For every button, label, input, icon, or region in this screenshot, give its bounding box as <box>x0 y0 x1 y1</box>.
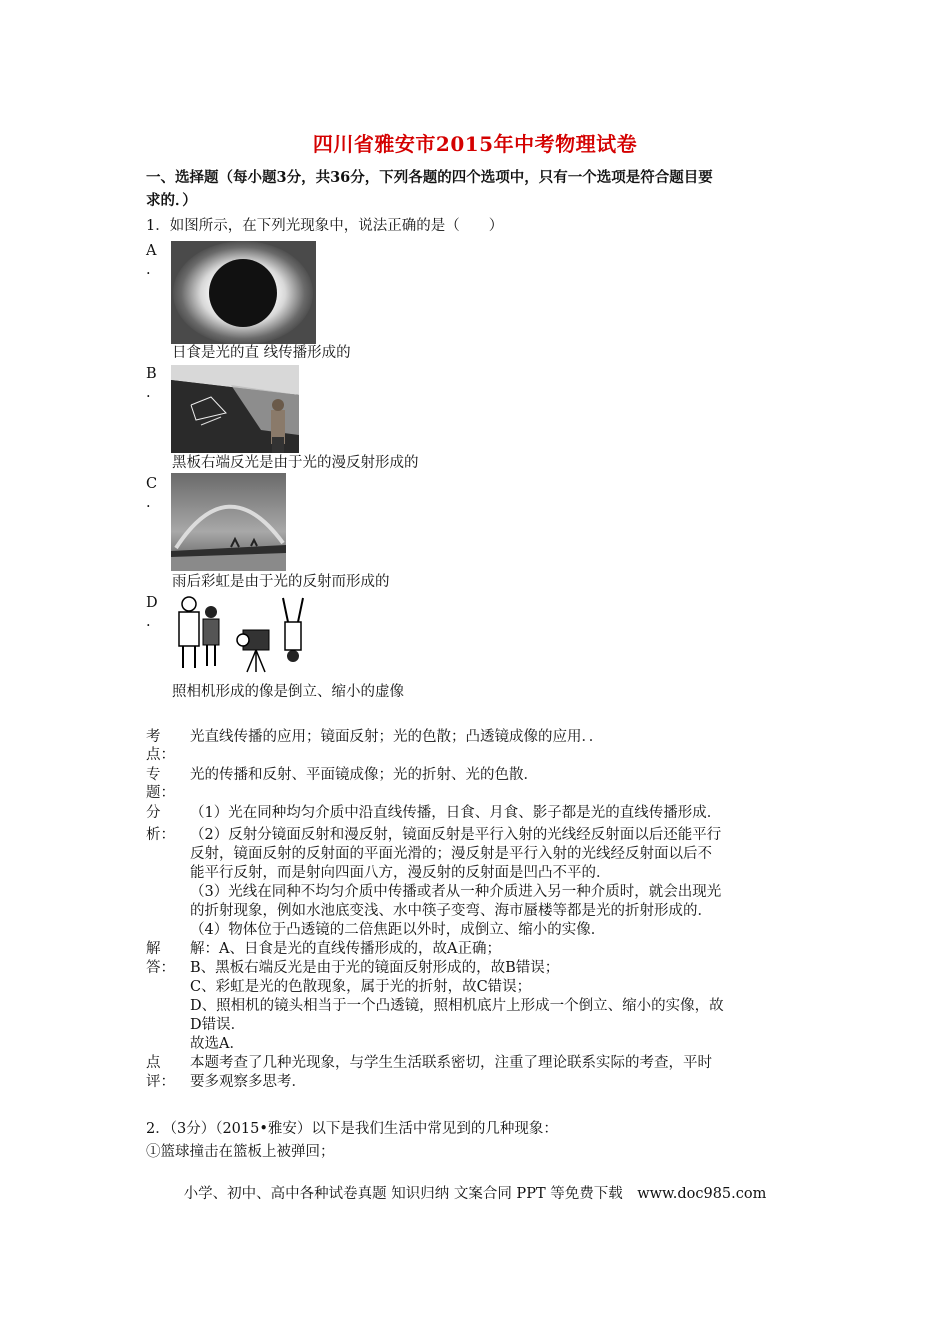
question-1-stem: 1．如图所示，在下列光现象中，说法正确的是（ ） <box>146 218 504 234</box>
jieda-line: 故选A． <box>190 1036 244 1052</box>
zhuanti-label-1: 专 <box>146 767 161 783</box>
fenxi-line: 反射，镜面反射的反射面的平面光滑的；漫反射是平行入射的光线经反射面以后不 <box>190 846 712 862</box>
option-c-caption: 雨后彩虹是由于光的反射而形成的 <box>172 574 390 590</box>
jieda-line: D、照相机的镜头相当于一个凸透镜，照相机底片上形成一个倒立、缩小的实像，故 <box>190 998 724 1014</box>
fenxi-line: 的折射现象，例如水池底变浅、水中筷子变弯、海市蜃楼等都是光的折射形成的． <box>190 903 712 919</box>
option-d-dot: . <box>146 614 151 630</box>
question-2-stem: 2．（3分）（2015•雅安）以下是我们生活中常见到的几种现象： <box>146 1121 558 1137</box>
fenxi-line: （1）光在同种均匀介质中沿直线传播，日食、月食、影子都是光的直线传播形成． <box>190 805 722 821</box>
option-c-dot: . <box>146 495 151 511</box>
question-2-item-1: ①篮球撞击在篮板上被弹回； <box>146 1144 335 1160</box>
dianping-line: 要多观察多思考． <box>190 1074 306 1090</box>
option-c-letter: C <box>146 476 158 492</box>
dianping-line: 本题考查了几种光现象，与学生生活联系密切，注重了理论联系实际的考查，平时 <box>190 1055 712 1071</box>
option-a-dot: . <box>146 262 151 278</box>
jieda-label-2: 答： <box>146 960 175 976</box>
fenxi-line: 能平行反射，而是射向四面八方，漫反射的反射面是凹凸不平的． <box>190 865 611 881</box>
jieda-label-1: 解 <box>146 941 161 957</box>
kaodian-label-2: 点： <box>146 747 175 763</box>
page-footer: 小学、初中、高中各种试卷真题 知识归纳 文案合同 PPT 等免费下载 www.doc985.com <box>183 1186 767 1202</box>
section-heading-line1: 一、选择题（每小题3分，共36分，下列各题的四个选项中，只有一个选项是符合题目要 <box>146 169 713 186</box>
jieda-line: C、彩虹是光的色散现象，属于光的折射，故C错误； <box>190 979 532 995</box>
section-heading-line2: 求的．） <box>146 192 197 209</box>
fenxi-label-1: 分 <box>146 805 161 821</box>
solar-eclipse-photo <box>171 241 316 344</box>
dianping-label-1: 点 <box>146 1055 161 1071</box>
blackboard-photo <box>171 365 299 453</box>
option-b-letter: B <box>146 366 157 382</box>
zhuanti-text: 光的传播和反射、平面镜成像；光的折射、光的色散． <box>190 767 538 783</box>
fenxi-line: （3）光线在同种不均匀介质中传播或者从一种介质进入另一种介质时，就会出现光 <box>190 884 722 900</box>
option-a-caption: 日食是光的直 线传播形成的 <box>172 345 351 361</box>
kaodian-label-1: 考 <box>146 729 161 745</box>
fenxi-line: （2）反射分镜面反射和漫反射，镜面反射是平行入射的光线经反射面以后还能平行 <box>190 827 722 843</box>
jieda-line: B、黑板右端反光是由于光的镜面反射形成的，故B错误； <box>190 960 560 976</box>
option-d-letter: D <box>146 595 158 611</box>
kaodian-text: 光直线传播的应用；镜面反射；光的色散；凸透镜成像的应用．． <box>190 729 604 745</box>
fenxi-line: （4）物体位于凸透镜的二倍焦距以外时，成倒立、缩小的实像． <box>190 922 606 938</box>
camera-cartoon <box>171 592 311 674</box>
page-title: 四川省雅安市2015年中考物理试卷 <box>312 132 638 156</box>
fenxi-label-2: 析： <box>146 827 175 843</box>
option-b-dot: . <box>146 385 151 401</box>
jieda-line: 解：A、日食是光的直线传播形成的，故A正确； <box>190 941 501 957</box>
option-d-caption: 照相机形成的像是倒立、缩小的虚像 <box>172 684 404 700</box>
dianping-label-2: 评： <box>146 1074 175 1090</box>
zhuanti-label-2: 题： <box>146 785 175 801</box>
jieda-line: D错误． <box>190 1017 246 1033</box>
rainbow-photo <box>171 473 286 571</box>
option-b-caption: 黑板右端反光是由于光的漫反射形成的 <box>172 455 419 471</box>
option-a-letter: A <box>146 243 157 259</box>
